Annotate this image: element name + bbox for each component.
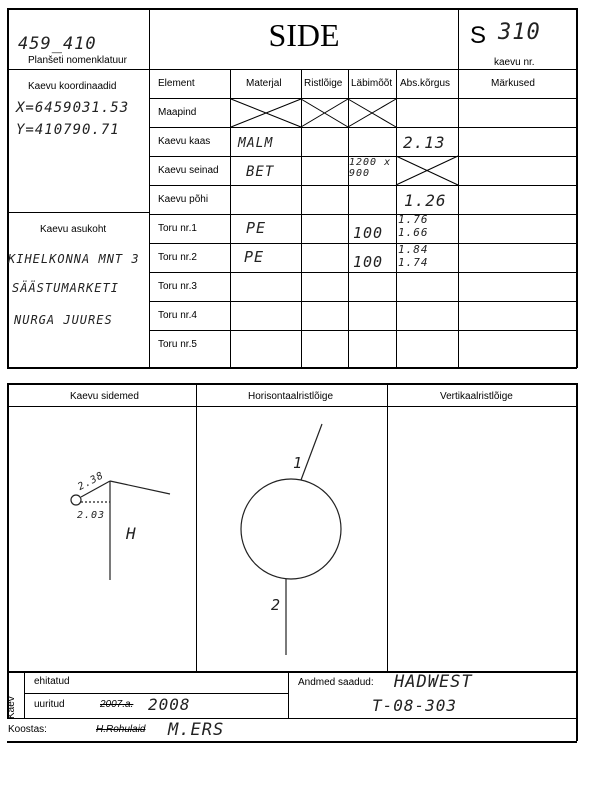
location-line-2: SÄÄSTUMARKETI [12,281,119,295]
well-circle [241,479,341,579]
col-header-diameter: Läbimõõt [351,78,393,89]
pipe-1-number: 1 [293,454,304,472]
nomenclature-value: 459_410 [18,34,97,54]
col-header-material: Materjal [246,78,282,89]
cell-seinad-diameter: 1200 x 900 [349,157,399,179]
built-label: ehitatud [34,676,70,687]
footer-row-divider [24,693,288,694]
row-label-kaevu-pohi: Kaevu põhi [158,194,209,205]
nomenclature-label: Planšeti nomenklatuur [28,55,127,66]
pipe-2-number: 2 [271,596,282,614]
row-label-toru-2: Toru nr.2 [158,252,197,263]
coord-x-value: X=6459031.53 [16,100,130,116]
coord-y-value: Y=410790.71 [16,122,120,138]
data-from-value: HADWEST [394,672,473,692]
vertical-section-label: Vertikaalristlõige [440,391,513,402]
kaev-label-text: Kaev [6,696,17,719]
row-label-kaevu-kaas: Kaevu kaas [158,136,211,147]
cell-toru1-material: PE [246,219,267,237]
page-title: SIDE [268,17,340,53]
col-header-section: Ristlõige [304,78,343,89]
data-from-ref: T-08-303 [372,696,458,715]
location-line-3: NURGA JUURES [14,313,113,327]
tie-letter: H [126,524,137,543]
cell-toru2-material: PE [244,248,265,266]
location-line-1: KIHELKONNA MNT 3 [8,252,140,266]
cell-toru2-height: 1.84 1.74 [398,243,429,269]
well-number-label: kaevu nr. [494,57,535,68]
location-label: Kaevu asukoht [40,224,107,235]
row-label-toru-3: Toru nr.3 [158,281,197,292]
footer-middle-divider [288,671,289,718]
row-label-toru-5: Toru nr.5 [158,339,197,350]
coords-label: Kaevu koordinaadid [28,81,117,92]
well-marker-icon [71,495,81,505]
tie-value-2: 2.03 [77,510,106,521]
compiled-struck-value: H.Rohulaid [96,724,146,735]
well-number-value: 310 [498,20,541,45]
footer-kaev-divider [24,671,25,718]
surveyed-label: uuritud [34,699,65,710]
cell-kaas-height: 2.13 [403,133,446,152]
tie-value-1: 2.38 [76,470,107,493]
footer-right-border [576,671,578,741]
col-header-notes: Märkused [491,78,535,89]
cell-toru1-diameter: 100 [353,224,384,242]
row-label-toru-4: Toru nr.4 [158,310,197,321]
surveyed-value: 2008 [148,695,191,714]
ties-label: Kaevu sidemed [70,391,139,402]
tie-line-reference [110,481,170,494]
well-number-prefix: S [470,22,487,49]
col-header-element: Element [158,78,195,89]
cell-toru2-diameter: 100 [353,253,384,271]
cell-seinad-material: BET [246,164,275,180]
col-header-height: Abs.kõrgus [400,78,451,89]
cell-toru1-height: 1.76 1.66 [398,213,429,239]
data-from-label: Andmed saadud: [298,677,374,688]
footer-koostas-divider [7,718,577,719]
surveyed-struck-value: 2007.a. [100,699,134,710]
compiled-value: M.ERS [168,720,225,740]
compiled-label: Koostas: [8,724,47,735]
ties-drawing [71,481,170,580]
row-label-maapind: Maapind [158,107,197,118]
horizontal-section-drawing [241,424,341,655]
pipe-1-line [301,424,322,480]
footer-bottom-border [7,741,577,743]
row-label-toru-1: Toru nr.1 [158,223,197,234]
horizontal-section-label: Horisontaalristlõige [248,391,334,402]
cell-kaas-material: MALM [238,136,274,151]
row-label-kaevu-seinad: Kaevu seinad [158,165,219,176]
cell-pohi-height: 1.26 [404,191,447,210]
